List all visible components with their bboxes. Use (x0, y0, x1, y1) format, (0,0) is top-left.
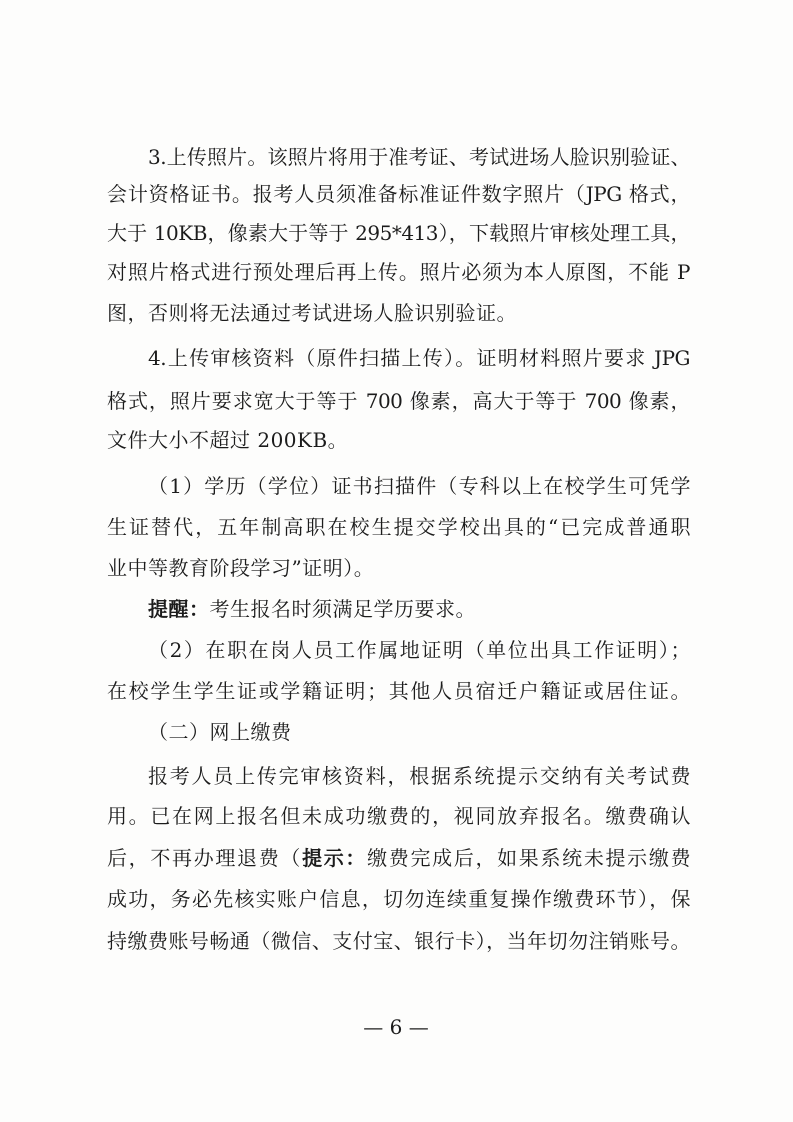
payment-paragraph-line-2: 用。已在网上报名但未成功缴费的，视同放弃报名。缴费确认 (107, 804, 690, 828)
reminder-text: 考生报名时须满足学历要求。 (209, 597, 476, 621)
payment-paragraph-line-1: 报考人员上传完审核资料，根据系统提示交纳有关考试费 (148, 764, 690, 788)
photo-paragraph-line-2: 会计资格证书。报考人员须准备标准证件数字照片（JPG 格式， (107, 182, 690, 206)
photo-paragraph-line-5: 图，否则将无法通过考试进场人脸识别验证。 (107, 301, 517, 325)
payment-line-3-after: 缴费完成后，如果系统未提示缴费 (367, 846, 691, 870)
item-2-line-2: 在校学生学生证或学籍证明；其他人员宿迁户籍证或居住证。 (107, 679, 690, 703)
reminder-line (148, 597, 690, 621)
photo-paragraph-line-3: 大于 10KB，像素大于等于 295*413），下载照片审核处理工具， (107, 221, 690, 245)
payment-paragraph-line-4: 成功，务必先核实账户信息，切勿连续重复操作缴费环节），保 (107, 887, 690, 911)
page-number: — 6 — (363, 1015, 429, 1039)
tip-label: 提示： (302, 846, 368, 870)
photo-paragraph-line-4: 对照片格式进行预处理后再上传。照片必须为本人原图，不能 P (107, 260, 690, 284)
payment-paragraph-line-3 (107, 846, 690, 870)
item-1-line-3: 业中等教育阶段学习”证明）。 (107, 556, 375, 580)
materials-paragraph-line-1: 4.上传审核资料（原件扫描上传）。证明材料照片要求 JPG (148, 346, 690, 370)
item-2-line-1: （2）在职在岗人员工作属地证明（单位出具工作证明）； (148, 638, 690, 662)
materials-paragraph-line-3: 文件大小不超过 200KB。 (107, 428, 349, 452)
payment-line-3-before: 后，不再办理退费（ (107, 846, 303, 870)
item-1-line-1: （1）学历（学位）证书扫描件（专科以上在校学生可凭学 (148, 474, 690, 498)
payment-paragraph-line-5: 持缴费账号畅通（微信、支付宝、银行卡），当年切勿注销账号。 (107, 929, 690, 953)
photo-paragraph-line-1: 3.上传照片。该照片将用于准考证、考试进场人脸识别验证、 (148, 145, 690, 169)
item-1-line-2: 生证替代，五年制高职在校生提交学校出具的“已完成普通职 (107, 515, 690, 539)
payment-heading: （二）网上缴费 (148, 720, 292, 744)
materials-paragraph-line-2: 格式，照片要求宽大于等于 700 像素，高大于等于 700 像素， (107, 389, 690, 413)
reminder-label: 提醒： (148, 597, 210, 621)
